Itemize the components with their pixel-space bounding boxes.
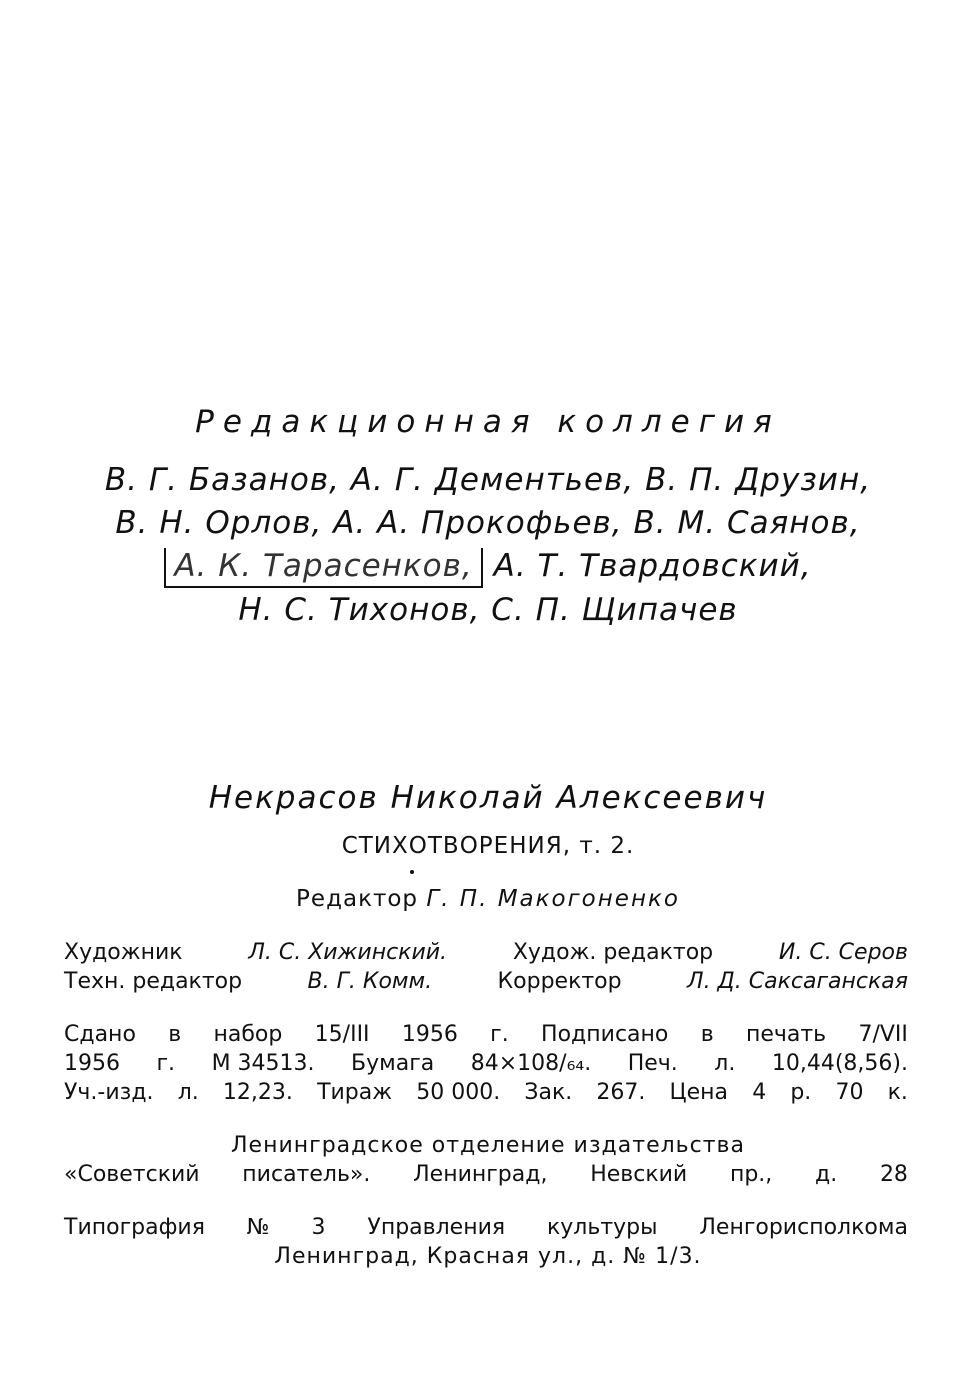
pub2-word: 28 (879, 1162, 908, 1187)
publisher-line-2 (64, 1162, 908, 1187)
tech-editor-label: Техн. редактор (64, 969, 243, 994)
pd1-word: г. (490, 1022, 509, 1047)
art-editor-name: И. С. Серов (778, 940, 908, 965)
credits-line-2 (64, 969, 908, 994)
print-details-line-3 (64, 1080, 908, 1105)
book-author: Некрасов Николай Алексеевич (208, 780, 768, 816)
pd1-word: 1956 (401, 1022, 458, 1047)
pd3-word: 70 (835, 1080, 864, 1105)
pd3-word: 50 000. (416, 1080, 501, 1105)
editorial-board-line-1: В. Г. Базанов, А. Г. Дементьев, В. П. Друзин, (104, 462, 872, 498)
editorial-board-heading: Редакционная коллегия (195, 404, 781, 440)
pd1-word: 15/III (314, 1022, 370, 1047)
artist-label: Художник (64, 940, 183, 965)
print-details-line-1 (64, 1022, 908, 1047)
pd2-word: Бумага (351, 1051, 435, 1076)
pd1-word: набор (213, 1022, 283, 1047)
pd3-word: 267. (596, 1080, 646, 1105)
editorial-board-line-4: Н. С. Тихонов, С. П. Щипачев (238, 592, 738, 628)
pd2-word: л. (714, 1051, 736, 1076)
pd2-word: 84×108/₆₄. (470, 1051, 592, 1076)
artist-name: Л. С. Хижинский. (248, 940, 448, 965)
pd1-word: Подписано (541, 1022, 669, 1047)
prn1-word: Управления (367, 1215, 506, 1240)
prn1-word: Ленгорисполкома (699, 1215, 908, 1240)
prn1-word: 3 (311, 1215, 326, 1240)
editorial-board-line-3 (0, 548, 976, 588)
pd3-word: л. (177, 1080, 199, 1105)
editorial-board-line-2: В. Н. Орлов, А. А. Прокофьев, В. М. Саянов, (115, 505, 861, 541)
printer-line-1 (64, 1215, 908, 1240)
pd2-word: 10,44(8,56). (771, 1051, 908, 1076)
pub2-word: писатель». (242, 1162, 371, 1187)
pd2-word: Печ. (627, 1051, 678, 1076)
editor-name: Г. П. Макогоненко (426, 886, 680, 912)
pd1-word: печать (745, 1022, 827, 1047)
prn1-word: культуры (546, 1215, 658, 1240)
pd1-word: Сдано (64, 1022, 136, 1047)
editorial-board-line-3-rest: А. Т. Твардовский, (493, 548, 812, 584)
editor-label: Редактор (296, 886, 419, 912)
pd1-word: в (700, 1022, 714, 1047)
proofreader-name: Л. Д. Саксаганская (687, 969, 908, 994)
proofreader-label: Корректор (497, 969, 622, 994)
pd2-word: г. (156, 1051, 176, 1076)
pub2-word: «Советский (64, 1162, 200, 1187)
prn1-word: № (246, 1215, 270, 1240)
editor-line (0, 886, 976, 912)
printer-line-2: Ленинград, Красная ул., д. № 1/3. (274, 1244, 702, 1269)
mourning-frame-name: А. К. Тарасенков, (164, 548, 482, 588)
publisher-line-1: Ленинградское отделение издательства (231, 1133, 745, 1158)
pub2-word: д. (815, 1162, 838, 1187)
pub2-word: пр., (729, 1162, 773, 1187)
pub2-word: Ленинград, (413, 1162, 548, 1187)
separator-dot (410, 870, 414, 874)
pd3-word: 12,23. (222, 1080, 293, 1105)
pd2-word: М 34513. (211, 1051, 315, 1076)
pd3-word: 4 (752, 1080, 767, 1105)
pub2-word: Невский (590, 1162, 688, 1187)
pd3-word: Цена (669, 1080, 729, 1105)
print-details-line-2 (64, 1051, 908, 1076)
pd3-word: р. (790, 1080, 812, 1105)
pd2-word: 1956 (64, 1051, 120, 1076)
pd1-word: в (168, 1022, 182, 1047)
prn1-word: Типография (64, 1215, 205, 1240)
pd1-word: 7/VII (858, 1022, 908, 1047)
book-title: СТИХОТВОРЕНИЯ, т. 2. (341, 833, 635, 859)
art-editor-label: Худож. редактор (512, 940, 714, 965)
tech-editor-name: В. Г. Комм. (307, 969, 433, 994)
pd3-word: Зак. (524, 1080, 573, 1105)
pd3-word: Уч.-изд. (64, 1080, 154, 1105)
pd3-word: Тираж (317, 1080, 393, 1105)
credits-line-1 (64, 940, 908, 965)
pd3-word: к. (887, 1080, 908, 1105)
